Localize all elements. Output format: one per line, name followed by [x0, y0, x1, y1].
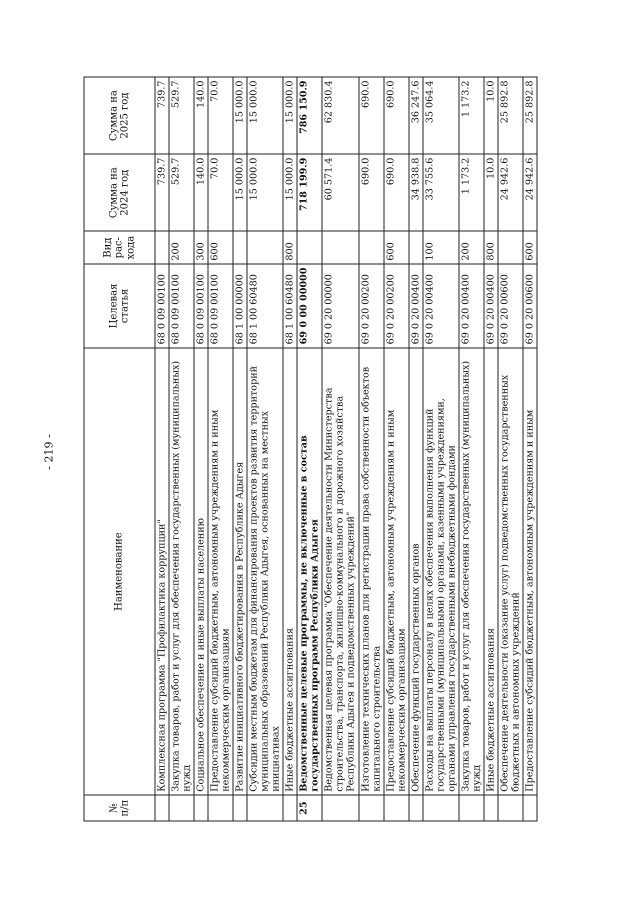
- cell-2024: 690.0: [359, 154, 384, 231]
- cell-code: 69 0 20 00400: [423, 264, 459, 348]
- cell-num: [409, 795, 423, 821]
- cell-name: Комплексная программа "Профилактика коррупции": [155, 348, 169, 795]
- cell-name: Расходы на выплаты персоналу в целях обеспечения выполнения функций государственными (муниципальными) органами, казенными учреждениями, органами управления государственными внебюджетными фондами: [423, 348, 459, 795]
- cell-code: 69 0 20 00200: [384, 264, 409, 348]
- cell-2025: 739.7: [155, 77, 169, 154]
- cell-2024: 718 199.9: [297, 154, 322, 231]
- cell-num: [208, 795, 233, 821]
- cell-2024: 739.7: [155, 154, 169, 231]
- cell-2024: 690.0: [384, 154, 409, 231]
- header-2024: Сумма на 2024 год: [84, 154, 155, 231]
- table-row: [498, 77, 523, 821]
- cell-2025: 35 064.4: [423, 77, 459, 154]
- cell-2025: 15 000.0: [233, 77, 247, 154]
- table-row: [359, 77, 384, 821]
- document-page: [1, 0, 640, 905]
- cell-vid: [233, 231, 247, 264]
- cell-name: Закупка товаров, работ и услуг для обеспечения государственных (муниципальных) нужд: [169, 348, 194, 795]
- cell-2024: 70.0: [208, 154, 233, 231]
- table-row: [523, 77, 537, 821]
- cell-2024: 15 000.0: [247, 154, 283, 231]
- cell-2024: 33 755.6: [423, 154, 459, 231]
- cell-2024: 10.0: [484, 154, 498, 231]
- cell-num: [498, 795, 523, 821]
- cell-num: [484, 795, 498, 821]
- table-row: [423, 77, 459, 821]
- table-row: [155, 77, 169, 821]
- cell-num: [247, 795, 283, 821]
- cell-code: 68 1 00 60480: [247, 264, 283, 348]
- cell-vid: 100: [423, 231, 459, 264]
- table-row: [283, 77, 297, 821]
- cell-vid: [297, 231, 322, 264]
- cell-2024: 34 938.8: [409, 154, 423, 231]
- cell-vid: [409, 231, 423, 264]
- cell-num: [359, 795, 384, 821]
- cell-vid: 800: [484, 231, 498, 264]
- table-row: [194, 77, 208, 821]
- cell-vid: [155, 231, 169, 264]
- cell-name: Предоставление субсидий бюджетным, автономным учреждениям и иным некоммерческим организациям: [208, 348, 233, 795]
- page-number: - 219 -: [42, 434, 56, 470]
- header-name: Наименование: [84, 348, 155, 795]
- cell-vid: [322, 231, 358, 264]
- header-num: № п/п: [84, 795, 155, 821]
- cell-2025: 786 150.9: [297, 77, 322, 154]
- cell-vid: 600: [384, 231, 409, 264]
- cell-name: Предоставление субсидий бюджетным, автономным учреждениям и иным некоммерческим организациям: [384, 348, 409, 795]
- cell-2024: 529.7: [169, 154, 194, 231]
- cell-2025: 10.0: [484, 77, 498, 154]
- cell-2024: 15 000.0: [283, 154, 297, 231]
- cell-vid: 200: [459, 231, 484, 264]
- cell-num: [194, 795, 208, 821]
- cell-num: [322, 795, 358, 821]
- cell-vid: 300: [194, 231, 208, 264]
- cell-name: Иные бюджетные ассигнования: [484, 348, 498, 795]
- cell-2025: 62 830.4: [322, 77, 358, 154]
- cell-num: [523, 795, 537, 821]
- header-vid: Вид рас-хода: [84, 231, 155, 264]
- cell-num: [423, 795, 459, 821]
- cell-2025: 690.0: [384, 77, 409, 154]
- table-row: [208, 77, 233, 821]
- budget-table: [84, 77, 538, 822]
- cell-code: 68 0 09 00100: [155, 264, 169, 348]
- cell-2025: 140.0: [194, 77, 208, 154]
- cell-num: [384, 795, 409, 821]
- table-row: [233, 77, 247, 821]
- cell-code: 68 0 09 00100: [169, 264, 194, 348]
- cell-2024: 140.0: [194, 154, 208, 231]
- cell-code: 69 0 20 00000: [322, 264, 358, 348]
- cell-name: Предоставление субсидий бюджетным, автономным учреждениям и иным: [523, 348, 537, 795]
- cell-code: 68 1 00 60480: [283, 264, 297, 348]
- cell-name: Ведомственные целевые программы, не включенные в состав государственных программ Республики Адыгея: [297, 348, 322, 795]
- cell-vid: [359, 231, 384, 264]
- table-row: [409, 77, 423, 821]
- cell-num: [169, 795, 194, 821]
- cell-code: 68 1 00 00000: [233, 264, 247, 348]
- cell-name: Социальное обеспечение и иные выплаты населению: [194, 348, 208, 795]
- cell-vid: [247, 231, 283, 264]
- cell-vid: 800: [283, 231, 297, 264]
- cell-code: 69 0 20 00200: [359, 264, 384, 348]
- cell-2024: 1 173.2: [459, 154, 484, 231]
- cell-num: [155, 795, 169, 821]
- table-row: [484, 77, 498, 821]
- cell-2025: 15 000.0: [283, 77, 297, 154]
- cell-name: Обеспечение деятельности (оказание услуг) подведомственных государственных бюджетных и автономных учреждений: [498, 348, 523, 795]
- cell-name: Обеспечение функций государственных органов: [409, 348, 423, 795]
- cell-name: Развитие инициативного бюджетирования в Республике Адыгея: [233, 348, 247, 795]
- cell-2025: 529.7: [169, 77, 194, 154]
- cell-code: 69 0 20 00600: [523, 264, 537, 348]
- cell-vid: 600: [208, 231, 233, 264]
- cell-2024: 24 942.6: [498, 154, 523, 231]
- cell-2025: 36 247.6: [409, 77, 423, 154]
- cell-2025: 25 892.8: [523, 77, 537, 154]
- cell-2024: 15 000.0: [233, 154, 247, 231]
- cell-2024: 60 571.4: [322, 154, 358, 231]
- header-2025: Сумма на 2025 год: [84, 77, 155, 154]
- cell-2025: 15 000.0: [247, 77, 283, 154]
- cell-name: Иные бюджетные ассигнования: [283, 348, 297, 795]
- cell-name: Субсидии местным бюджетам для финансирования проектов развития территорий муниципальных образований Республики Адыгея, основанных на местных инициативах: [247, 348, 283, 795]
- table-row: [247, 77, 283, 821]
- cell-num: [233, 795, 247, 821]
- table-row: [322, 77, 358, 821]
- cell-code: 68 0 09 00100: [194, 264, 208, 348]
- table-row: [459, 77, 484, 821]
- cell-name: Изготовление технических планов для регистрации права собственности объектов капитального строительства: [359, 348, 384, 795]
- cell-code: 69 0 00 00000: [297, 264, 322, 348]
- table-row: [384, 77, 409, 821]
- cell-2024: 24 942.6: [523, 154, 537, 231]
- cell-name: Закупка товаров, работ и услуг для обеспечения государственных (муниципальных) нужд: [459, 348, 484, 795]
- table-row: [297, 77, 322, 821]
- cell-num: [459, 795, 484, 821]
- header-code: Целевая статья: [84, 264, 155, 348]
- table-row: [169, 77, 194, 821]
- cell-vid: [498, 231, 523, 264]
- cell-vid: 200: [169, 231, 194, 264]
- cell-code: 69 0 20 00400: [484, 264, 498, 348]
- cell-2025: 25 892.8: [498, 77, 523, 154]
- cell-num: 25: [297, 795, 322, 821]
- cell-code: 69 0 20 00400: [409, 264, 423, 348]
- table-header-row: [84, 77, 155, 821]
- cell-num: [283, 795, 297, 821]
- cell-2025: 70.0: [208, 77, 233, 154]
- cell-2025: 1 173.2: [459, 77, 484, 154]
- cell-2025: 690.0: [359, 77, 384, 154]
- cell-code: 69 0 20 00400: [459, 264, 484, 348]
- cell-code: 69 0 20 00600: [498, 264, 523, 348]
- cell-name: Ведомственная целевая программа "Обеспечение деятельности Министерства строительства, транспорта, жилищно-коммунального и дорожного хозяйства Республики Адыгея и подведомственных учреждений": [322, 348, 358, 795]
- cell-code: 68 0 09 00100: [208, 264, 233, 348]
- cell-vid: 600: [523, 231, 537, 264]
